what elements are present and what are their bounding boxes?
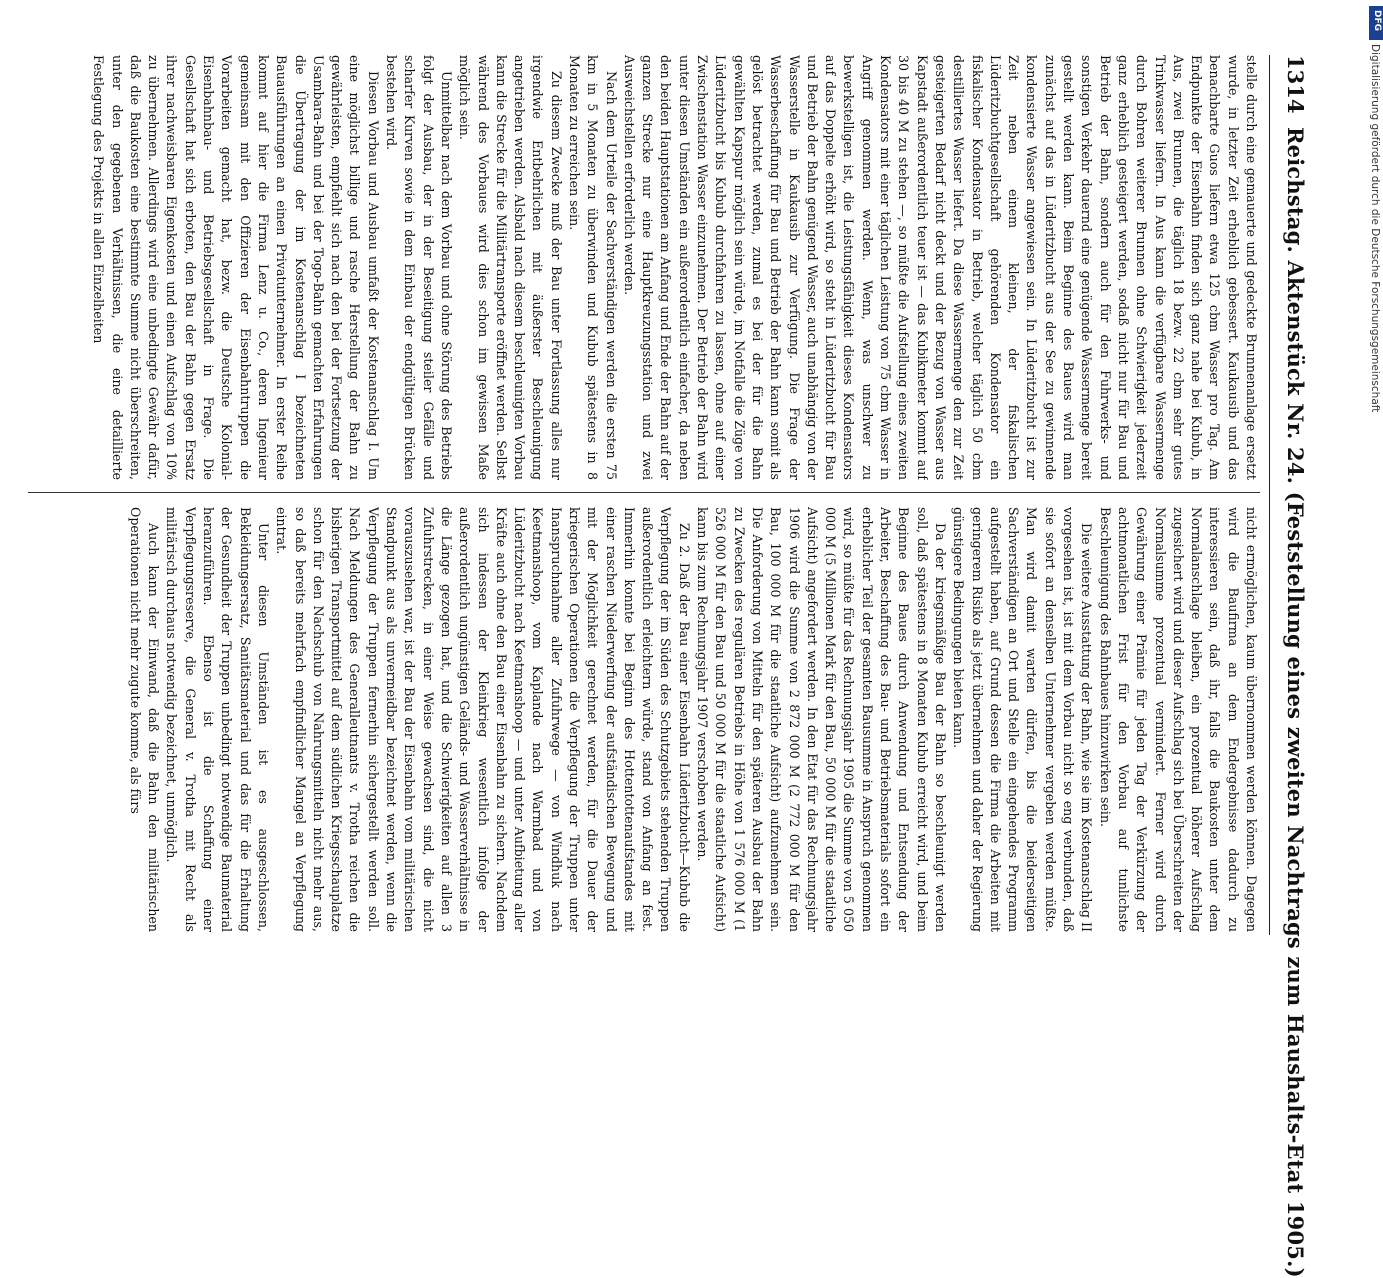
paragraph: Zu diesem Zwecke muß der Bau unter Fortlassung alles nur irgendwie Entbehrlichen mit äußerster Beschleunigung angetrieben werden. Alsbald nach diesem beschleunigten Vorbau kann die Strecke für die Militärtransporte eröffnet werden. Selbst während des Vorbaues wird dies schon im gewissen Maße möglich sein. bbox=[457, 55, 564, 480]
paragraph: Diesen Vorbau und Ausbau umfaßt der Kostenanschlag I. Um eine möglichst billige und rasche Herstellung der Bahn zu gewährleisten, empfiehlt sich nach den bei der Fortsetzung der Usambara-Bahn und bei der Togo-Bahn gemachten Erfahrungen die Übertragung der im Kostenanschlag I bezeichneten Bauausführungen an einen Privatunternehmer. In erster Reihe kommt auf hier die Firma Lenz u. Co., deren Ingenieur gemeinsam mit den Offizieren der Eisenbahntruppen die Vorarbeiten gemacht hat, bezw. die Deutsche Kolonial-Eisenbahnbau- und Betriebsgesellschaft in Frage. Die Gesellschaft hat sich erboten, den Bau der Bahn gegen Ersatz ihrer nachweisbaren Eigenkosten und einen Aufschlag von 10% zu übernehmen. Allerdings wird eine unbedingte Gewähr dafür, daß die Baukosten eine bestimmte Summe nicht überschreiten, unter den gegebenen Verhältnissen, die eine detaillierte Festlegung des Projekts in allen Einzelheiten bbox=[91, 55, 381, 480]
paragraph: stelle durch eine gemauerte und gedeckte Brunnenanlage ersetzt wurde, in letzter Zeit erheblich gebessert. Kaukausib und das benachbarte Guos liefern etwa 125 cbm Wasser pro Tag. Am Endpunkte der Eisenbahn finden sich ganz nahe bei Kubub, in Aus, zwei Brunnen, die täglich 18 bezw. 22 cbm sehr gutes Trinkwasser liefern. In Aus kann die verfügbare Wassermenge durch Bohren weiterer Brunnen ohne Schwierigkeit jederzeit ganz erheblich gesteigert werden, sodaß nicht nur für Bau und Betrieb der Bahn, sondern auch für den Fuhrwerks- und sonstigen Verkehr dauernd eine genügende Wassermenge bereit gestellt werden kann. Beim Beginne des Baues wird man zunächst auf das in Lüderitzbucht aus der See zu gewinnende kondensierte Wasser angewiesen sein. In Lüderitzbucht ist zur Zeit neben einem kleinen, der fiskalischen Lüderitzbuchtgesellschaft gehörenden Kondensator ein fiskalischer Kondensator in Betrieb, welcher täglich 50 cbm destilliertes Wasser liefert. Da diese Wassermenge den zur Zeit gesteigerten Bedarf nicht deckt und der Bezug von Wasser aus Kapstadt außerordentlich teuer ist — das Kubikmeter kommt auf 30 bis 40 M zu stehen —, so müßte die Aufstellung eines zweiten Kondensators mit einer täglichen Leistung von 75 cbm Wasser in Angriff genommen werden. Wenn, was unschwer zu bewerkstelligen ist, die Leistungsfähigkeit dieses Kondensators auf das Doppelte erhöht wird, so steht in Lüderitzbucht für Bau und Betrieb der Bahn genügend Wasser, auch unabhängig von der Wasserstelle in Kaukausib zur Verfügung. Die Frage der Wasserbeschaffung für Bau und Betrieb der Bahn kann somit als gelöst betrachtet werden, zumal es bei der für die Bahn gewählten Kapspur möglich sein würde, im Notfalle die Züge von Lüderitzbucht bis Kubub durchfahren zu lassen, ohne auf einer Zwischenstation Wasser einzunehmen. Der Betrieb der Bahn wird unter diesen Umständen ein außerordentlich einfacher, da neben den beiden Hauptstationen am Anfang und Ende der Bahn auf der ganzen Strecke nur eine Hauptkreuzungsstation und zwei Ausweichstellen erforderlich werden. bbox=[621, 55, 1259, 480]
page-number: 1314 bbox=[1283, 55, 1308, 114]
page-title: Reichstag. Aktenstück Nr. 24. (Feststellung eines zweiten Nachtrags zum Haushalts-Etat 1905.) bbox=[1283, 127, 1308, 1278]
header-rule bbox=[1269, 55, 1270, 935]
paragraph: Auch kann der Einwand, daß die Bahn den militärischen Operationen nicht mehr zugute komme, als fürs bbox=[127, 507, 162, 932]
right-column bbox=[28, 507, 1260, 932]
dfg-logo: DFG bbox=[1369, 6, 1383, 40]
paragraph: Zu 2. Daß der Bau einer Eisenbahn Lüderitzbucht—Kubub die Verpflegung der im Süden des Schutzgebiets stehenden Truppen außerordentlich erleichtern würde, stand von Anfang an fest. Immerhin konnte bei Beginn des Hottentottenaufstandes mit einer raschen Niederwerfung der aufständischen Bewegung und mit der Möglichkeit gerechnet werden, für die Dauer der kriegerischen Operationen die Verpflegung der Truppen unter Inanspruchnahme aller Zufuhrwege — von Windhuk nach Keetmanshoop, vom Kaplande nach Warmbad und von Lüderitzbucht nach Keetmanshoop — und unter Aufbietung aller Kräfte auch ohne den Bau einer Eisenbahn zu sichern. Nachdem sich indessen der Kleinkrieg wesentlich infolge der außerordentlich ungünstigen Geländs- und Wasserverhältnisse in die Länge gezogen hat, und die Schwierigkeiten auf allen 3 Zufuhrstrecken, in einer Weise gewachsen sind, die nicht vorauszusehen war, ist der Bau der Eisenbahn vom militärischen Standpunkt aus als unvermeidbar bezeichnet werden, wenn die Verpflegung der Truppen fernerhin sichergestellt werden soll. Nach Meldungen des Generalleutnants v. Trotha reichen die bisherigen Transportmittel auf dem südlichen Kriegsschauplatze schon für den Nachschub von Nahrungsmitteln nicht mehr aus, so daß bereits mehrfach empfindlicher Mangel an Verpflegung eintrat. bbox=[274, 507, 692, 932]
page-header bbox=[1272, 55, 1318, 1278]
paragraph: Die weitere Ausstattung der Bahn, wie sie im Kostenanschlag II vorgesehen ist, ist mit dem Vorbau nicht so eng verbunden, daß sie sofort an denselben Unternehmer vergeben werden müßte. Man wird damit warten dürfen, bis die beiderseitigen Sachverständigen an Ort und Stelle ein eingehendes Programm aufgestellt haben, auf Grund dessen die Firma die Arbeiten mit geringerem Risiko als jetzt übernehmen und daher der Regierung günstigere Bedingungen bieten kann. bbox=[951, 507, 1095, 932]
paragraph: Nach dem Urteile der Sachverständigen werden die ersten 75 km in 5 Monaten zu überwinden und Kubub spätestens in 8 Monaten zu erreichen sein. bbox=[567, 55, 619, 480]
paragraph: nicht ermöglichen, kaum übernommen werden können. Dagegen wird die Baufirma an dem Endergebnisse dadurch zu interessieren sein, daß ihr, falls die Baukosten unter dem Normalanschlage bleiben, ein prozentual höherer Aufschlag zugesichert wird und dieser Aufschlag sich bei Überschreiten der Normalsumme prozentual vermindert. Ferner wird durch Gewährung einer Prämie für jeden Tag der Verkürzung der achtmonatlichen Frist für den Vorbau auf tunlichste Beschleunigung des Bahnbaues hinzuwirken sein. bbox=[1097, 507, 1259, 932]
paragraph: Unter diesen Umständen ist es ausgeschlossen, Bekleidungsersatz, Sanitätsmaterial und das für die Erhaltung der Gesundheit der Truppen unbedingt notwendige Baumaterial heranzuführen. Ebenso ist die Schaffung einer Verpflegungsreserve, die General v. Trotha mit Recht als militärisch durchaus notwendig bezeichnet, unmöglich. bbox=[164, 507, 271, 932]
paragraph: Da der kriegsmäßige Bau der Bahn so beschleunigt werden soll, daß spätestens in 8 Monaten Kubub erreicht wird, und beim Beginne des Baues durch Anwendung und Entsendung der Arbeiter, Beschaffung des Bau- und Betriebsmaterials sofort ein erheblicher Teil der gesamten Bausumme in Anspruch genommen wird, so müßte für das Rechnungsjahr 1905 die Summe von 5 050 000 M (5 Millionen Mark für den Bau, 50 000 M für die staatliche Aufsicht) angefordert werden. In den Etat für das Rechnungsjahr 1906 wird die Summe von 2 872 000 M (2 772 000 M für den Bau, 100 000 M für die staatliche Aufsicht) aufzunehmen sein. Die Anforderung von Mitteln für den späteren Ausbau der Bahn zu Zwecken des regulären Betriebs in Höhe von 1 576 000 M (1 526 000 M für den Bau und 50 000 M für die staatliche Aufsicht) kann bis zum Rechnungsjahr 1907 verschoben werden. bbox=[695, 507, 948, 932]
left-column bbox=[28, 55, 1260, 480]
column-divider bbox=[28, 492, 1260, 493]
paragraph: Unmittelbar nach dem Vorbau und ohne Störung des Betriebs folgt der Ausbau, der in der Beseitigung steiler Gefälle und scharfer Kurven sowie in dem Einbau der endgültigen Brücken bestehen wird. bbox=[384, 55, 454, 480]
digitization-note: Digitalisierung gefördert durch die Deutsche Forschungsgemeinschaft bbox=[1369, 44, 1381, 413]
rotated-page bbox=[28, 55, 1318, 1278]
